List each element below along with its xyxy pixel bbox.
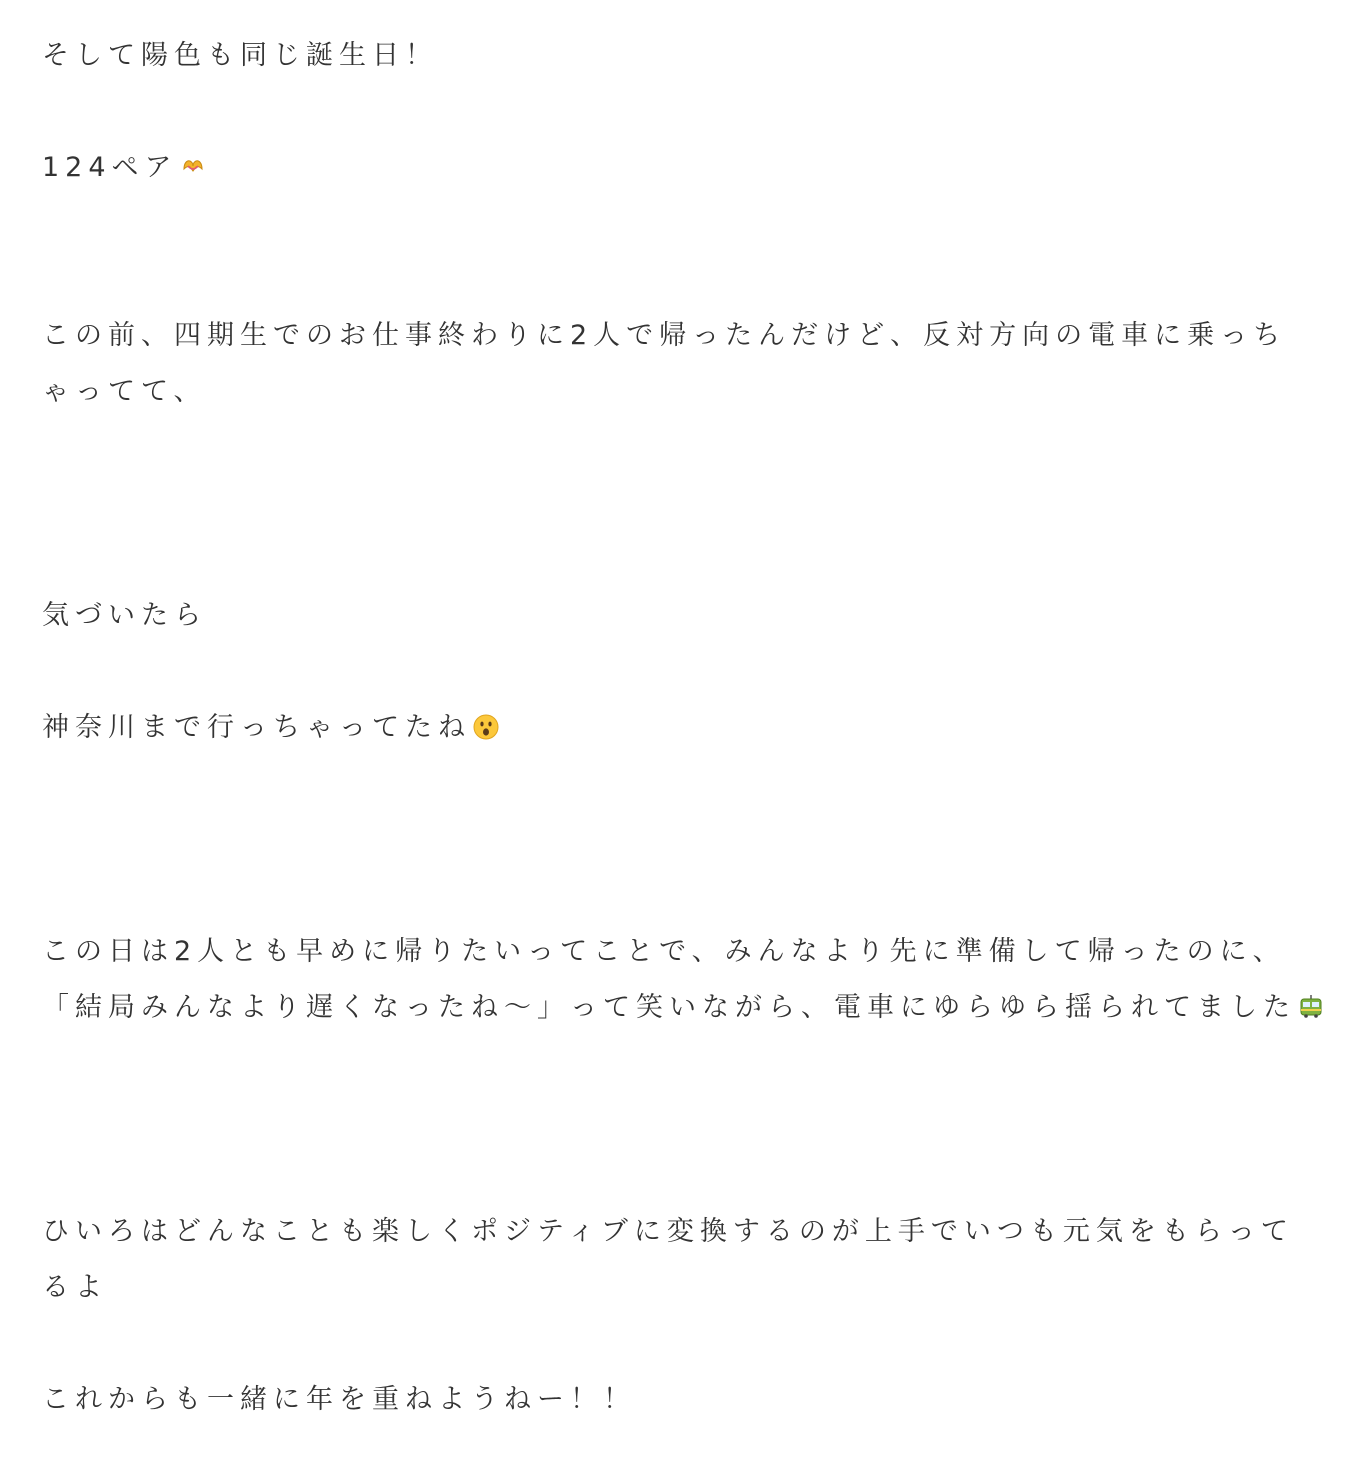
paragraph-line <box>42 1260 1252 1316</box>
line-text: 神奈川まで行っちゃってたね <box>42 712 471 743</box>
tram-icon <box>1298 984 1324 1010</box>
paragraph-line <box>42 28 1252 84</box>
spacer <box>42 644 1252 700</box>
line-text: ゃってて、 <box>42 376 207 407</box>
line-text: るよ <box>42 1272 108 1303</box>
paragraph-line <box>42 308 1287 364</box>
line-text: これからも一緒に年を重ねようねー！！ <box>42 1384 636 1415</box>
paragraph-line <box>42 1204 1294 1260</box>
blog-post-body <box>42 28 1296 1428</box>
line-text: この日は2人とも早めに帰りたいってことで、みんなより先に準備して帰ったのに、 <box>42 936 1286 967</box>
paragraph-line <box>42 700 1252 756</box>
paragraph-line <box>42 980 1296 1036</box>
spacer <box>42 196 1252 308</box>
line-text: この前、四期生でのお仕事終わりに2人で帰ったんだけど、反対方向の電車に乗っち <box>42 320 1287 351</box>
line-text: 124ペア <box>42 152 178 183</box>
heart-hands-icon <box>180 144 206 170</box>
spacer <box>42 1036 1252 1204</box>
surprised-face-icon <box>473 704 499 730</box>
spacer <box>42 84 1252 140</box>
line-text: そして陽色も同じ誕生日！ <box>42 40 438 71</box>
paragraph-line <box>42 588 1252 644</box>
line-text: 「結局みんなより遅くなったね〜」って笑いながら、電車にゆらゆら揺られてました <box>42 992 1296 1023</box>
paragraph-line <box>42 140 1252 196</box>
paragraph-line <box>42 364 1252 420</box>
line-text: 気づいたら <box>42 600 207 631</box>
paragraph-line <box>42 1372 1252 1428</box>
spacer <box>42 756 1252 924</box>
spacer <box>42 420 1252 588</box>
line-text: ひいろはどんなことも楽しくポジティブに変換するのが上手でいつも元気をもらって <box>42 1216 1294 1247</box>
spacer <box>42 1316 1252 1372</box>
paragraph-line <box>42 924 1286 980</box>
